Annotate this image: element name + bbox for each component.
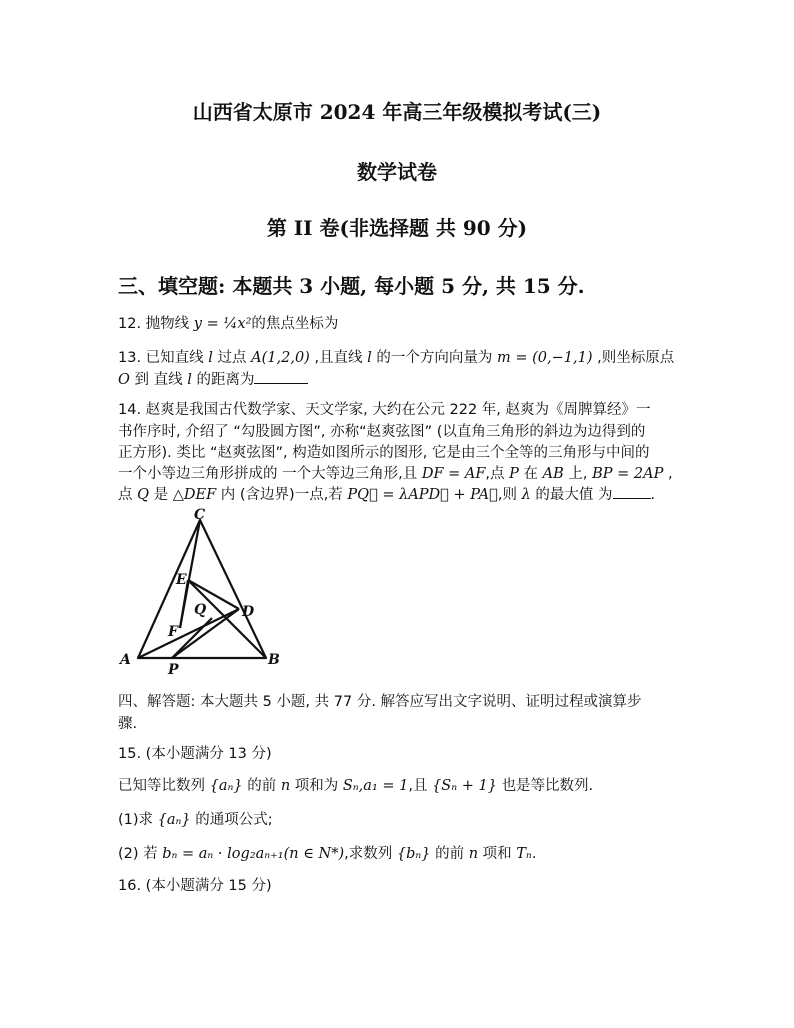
q14-text-f: 点 xyxy=(118,487,133,503)
exam-subtitle: 数学试卷 xyxy=(357,160,437,184)
question-13-line-2 xyxy=(118,368,308,389)
q15-text-c: 项和为 xyxy=(294,778,339,794)
q13-text-f: 到 直线 xyxy=(134,372,183,388)
q14-lambda: λ xyxy=(521,487,531,503)
q13-line-l2: l xyxy=(367,350,372,366)
question-14-line-3: 正方形). 类比 “赵爽弦图”, 构造如图所示的图形, 它是由三个全等的三角形与中间的 xyxy=(118,445,650,461)
zhao-shuang-triangle-figure xyxy=(114,506,294,676)
q15-p2-text-a: (2) 若 xyxy=(118,846,158,862)
q12-formula: y = ¼x² xyxy=(193,316,252,332)
q12-number: 12. 抛物线 xyxy=(118,316,190,332)
q14-vector-equation: PQ⃗ = λAPD⃗ + PA⃗ xyxy=(347,487,498,503)
q15-text-a: 已知等比数列 xyxy=(118,778,205,794)
q15-p2-n: n xyxy=(468,846,479,862)
q13-origin: O xyxy=(118,372,130,388)
q14-point-p: P xyxy=(509,466,519,482)
q15-p2-tn: Tₙ xyxy=(516,846,532,862)
question-14-line-5: 点 Q 是 △DEF 内 (含边界)一点,若 PQ⃗ = λAPD⃗ + PA⃗,则 λ 的最大值 为 . xyxy=(118,487,656,503)
q13-line-l3: l xyxy=(187,372,192,388)
q14-text-c: 在 xyxy=(523,466,539,482)
question-16-header: 16. (本小题满分 15 分) xyxy=(118,878,272,894)
label-a: A xyxy=(120,652,131,668)
question-14-line-4 xyxy=(118,462,673,483)
question-14-line-1: 14. 赵爽是我国古代数学家、天文学家, 大约在公元 222 年, 赵爽为《周脾算经》一 xyxy=(118,402,651,418)
q15-text-b: 的前 xyxy=(247,778,277,794)
q13-text-a: 13. 已知直线 xyxy=(118,350,204,366)
question-15-statement xyxy=(118,774,593,795)
q15-p2-text-c: 的前 xyxy=(435,846,465,862)
q14-text-g: 是 xyxy=(153,487,169,503)
q14-text-b: ,点 xyxy=(485,466,505,482)
q13-text-d: 的一个方向向量为 xyxy=(376,350,493,366)
q15-p2-bn: {bₙ} xyxy=(396,846,431,862)
label-b: B xyxy=(268,652,280,668)
label-q: Q xyxy=(194,602,207,618)
part-heading: 第 II 卷(非选择题 共 90 分) xyxy=(266,216,528,240)
q13-direction-vector: m = (0,−1,1) xyxy=(497,350,593,366)
q15-p1-text-b: 的通项公式; xyxy=(195,812,273,828)
question-13-line-1 xyxy=(118,346,674,367)
q14-segment-ab: AB xyxy=(542,466,564,482)
q15-p1-text-a: (1)求 xyxy=(118,812,154,828)
q14-text-e: , xyxy=(667,466,673,482)
q14-text-d: 上, xyxy=(568,466,588,482)
question-15-part-2 xyxy=(118,842,536,863)
q14-text-j: 的最大值 为 xyxy=(535,487,613,503)
label-f: F xyxy=(168,624,178,640)
q15-p2-text-e: . xyxy=(531,846,537,862)
question-15-part-1 xyxy=(118,808,273,829)
q13-line-l: l xyxy=(208,350,213,366)
section-4-line-1: 四、解答题: 本大题共 5 小题, 共 77 分. 解答应写出文字说明、证明过程或演算步 xyxy=(118,694,642,710)
q15-sn-a1: Sₙ,a₁ = 1 xyxy=(342,778,409,794)
section-4-line-2: 骤. xyxy=(118,716,138,732)
label-d: D xyxy=(242,604,255,620)
exam-title: 山西省太原市 2024 年高三年级模拟考试(三) xyxy=(192,100,602,124)
q15-p2-text-b: ,求数列 xyxy=(344,846,393,862)
q14-triangle-def: △DEF xyxy=(172,487,217,503)
q14-answer-blank xyxy=(613,498,651,499)
q13-text-c: ,且直线 xyxy=(314,350,363,366)
q13-answer-blank xyxy=(254,383,308,384)
q15-text-d: ,且 xyxy=(408,778,428,794)
q15-sn-plus-1: {Sₙ + 1} xyxy=(432,778,497,794)
q15-text-e: 也是等比数列. xyxy=(501,778,594,794)
q15-p2-text-d: 项和 xyxy=(482,846,512,862)
q15-n: n xyxy=(280,778,291,794)
q14-text-h: 内 (含边界)一点,若 xyxy=(220,487,343,503)
question-12 xyxy=(118,312,338,333)
q14-bp-2ap: BP = 2AP xyxy=(592,466,664,482)
q13-point-a: A(1,2,0) xyxy=(251,350,310,366)
section-3-heading: 三、填空题: 本题共 3 小题, 每小题 5 分, 共 15 分. xyxy=(118,274,585,298)
q15-p2-formula: bₙ = aₙ · log₂aₙ₊₁(n ∈ N*) xyxy=(162,846,345,862)
label-e: E xyxy=(176,572,187,588)
q13-text-b: 过点 xyxy=(217,350,247,366)
q14-text-a: 一个小等边三角形拼成的 一个大等边三角形,且 xyxy=(118,466,418,482)
label-p: P xyxy=(168,662,179,676)
question-15-header: 15. (本小题满分 13 分) xyxy=(118,746,272,762)
q14-point-q: Q xyxy=(137,487,149,503)
q14-text-i: ,则 xyxy=(497,487,517,503)
q15-seq-an: {aₙ} xyxy=(209,778,243,794)
question-14-line-2: 书作序时, 介绍了 “勾股圆方图”, 亦称“赵爽弦图” (以直角三角形的斜边为边得到的 xyxy=(118,424,646,440)
q13-text-g: 的距离为 xyxy=(196,372,255,388)
q14-df-af: DF = AF xyxy=(421,466,486,482)
q12-tail: 的焦点坐标为 xyxy=(251,316,339,332)
q15-p1-an: {aₙ} xyxy=(157,812,191,828)
label-c: C xyxy=(194,507,206,523)
q13-text-e: ,则坐标原点 xyxy=(597,350,675,366)
